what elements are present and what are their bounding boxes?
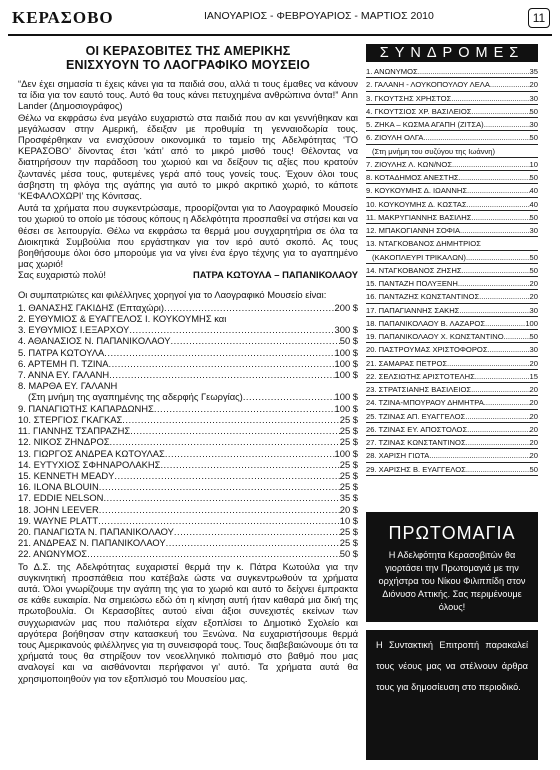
leader-dots	[99, 481, 340, 492]
subscription-row	[366, 423, 538, 436]
sponsor-name: 3. ΕΥΘΥΜΙΟΣ Ι.ΕΞΑΡΧΟΥ	[18, 324, 130, 336]
sponsor-row	[18, 335, 358, 346]
subscription-amount: 20	[529, 358, 538, 368]
subscriptions-list	[366, 65, 538, 476]
sponsor-row	[18, 302, 358, 313]
subscription-row	[366, 463, 538, 476]
sponsor-amount: 25 $	[339, 525, 358, 537]
sponsor-row	[18, 436, 358, 447]
sponsor-name: 18. JOHN LEEVER	[18, 503, 99, 515]
sponsor-name: 9. ΠΑΝΑΓΙΩΤΗΣ ΚΑΠΑΡΔΩΝΗΣ	[18, 402, 154, 414]
sponsor-row	[18, 425, 358, 436]
sponsor-row	[18, 347, 358, 358]
leader-dots	[472, 211, 530, 223]
subscription-row	[366, 237, 538, 250]
sponsor-name: 12. ΝΙΚΟΣ ΖΗΝΔΡΟΣ	[18, 436, 110, 448]
subscription-amount: 30	[529, 226, 538, 235]
leader-dots	[488, 343, 530, 355]
sponsor-amount: 25 $	[339, 436, 358, 448]
leader-dots	[243, 391, 335, 402]
subscription-row	[366, 211, 538, 224]
leader-dots	[484, 396, 530, 408]
subscriber-name: 27. ΤΖΙΝΑΣ ΚΩΝΣΤΑΝΤΙΝΟΣ	[366, 438, 466, 447]
subscription-amount: 30	[529, 120, 538, 129]
subscription-row	[366, 118, 538, 131]
sponsor-name: 4. ΑΘΑΝΑΣΙΟΣ Ν. ΠΑΠΑΝΙΚΟΛΑΟΥ	[18, 335, 171, 347]
leader-dots	[99, 504, 340, 515]
sponsor-amount: 25 $	[339, 469, 358, 481]
subscription-row	[366, 65, 538, 78]
subscriber-name: 26. ΤΖΙΝΑΣ ΕΥ. ΑΠΟΣΤΟΛΟΣ	[366, 424, 468, 434]
subscription-row	[366, 158, 538, 171]
article-paragraph-2: Αυτά τα χρήματα που συγκεντρώσαμε, προορίζονται για το Λαογραφικό Μουσείο του χωριού το οποίο με τόσους κόπους η Αδελφότητα προσπαθεί να στήσει και να θέσει σε λειτουργία. Θέλω να εκφράσω τα θερμά μου συγχαρητήρια σε όλα τα Διοικητικά Συμβούλια που εργάστηκαν για τον ιερό αυτό σκοπό. Ας τους βοηθήσουμε όλοι όσο μπορούμε για να γίνει ένα έργο τέχνης για το αγαπημένο μας χωριό!	[18, 202, 358, 270]
subscriber-name: 3. ΓΚΟΥΤΣΗΣ ΧΡΗΣΤΟΣ	[366, 93, 452, 103]
subscriber-name: 1. ΑΝΩΝΥΜΟΣ	[366, 67, 418, 76]
leader-dots	[154, 403, 335, 414]
leader-dots	[130, 425, 340, 436]
subscription-row	[366, 343, 538, 356]
subscription-row	[366, 251, 538, 264]
sponsor-amount: 100 $	[334, 369, 358, 381]
sponsor-amount: 25 $	[339, 413, 358, 425]
subscription-row	[366, 449, 538, 462]
sponsor-amount: 50 $	[339, 548, 358, 560]
leader-dots	[479, 290, 529, 302]
subscriber-name: 17. ΠΑΠΑΓΙΑΝΝΗΣ ΣΑΚΗΣ	[366, 305, 460, 315]
subscriber-name: 2. ΓΑΛΑΝΗ - ΛΟΥΚΟΠΟΥΛΟΥ ΛΕΛΑ	[366, 80, 490, 90]
subscription-row	[366, 396, 538, 409]
sponsor-row	[18, 459, 358, 470]
newspaper-brand: ΚΕΡΑΣΟΒΟ	[12, 8, 114, 27]
subscription-row	[366, 317, 538, 330]
subscriber-name: 13. ΝΤΑΓΚΟΒΑΝΟΣ ΔΗΜΗΤΡΙΟΣ	[366, 239, 481, 249]
leader-dots	[467, 423, 529, 435]
sponsor-name: 1. ΘΑΝΑΣΗΣ ΓΑΚΙΔΗΣ (Επταχώρι)	[18, 301, 164, 313]
sponsor-amount: 100 $	[334, 447, 358, 459]
subscription-row	[366, 224, 538, 237]
subscription-amount: 20	[529, 80, 538, 90]
subscription-amount: 50	[529, 464, 538, 474]
subscription-row	[366, 370, 538, 383]
leader-dots	[87, 548, 340, 559]
leader-dots	[114, 470, 339, 481]
may-day-text: Η Αδελφότητα Κερασοβιτών θα γιορτάσει την Πρωτομαγιά με την ορχήστρα του Νίκου Φιλιππίδη στον Διόνυσο Αττικής. Σας περιμένουμε όλους!	[378, 550, 526, 612]
sponsor-row	[18, 537, 358, 548]
sponsor-name: 6. ΑΡΤΕΜΗ Π. ΤΖΙΝΑ	[18, 357, 109, 369]
sponsor-amount: 25 $	[339, 481, 358, 493]
subscription-row	[366, 436, 538, 449]
leader-dots	[160, 459, 339, 470]
subscription-row	[366, 304, 538, 317]
sponsor-row	[18, 481, 358, 492]
sponsor-amount: 200 $	[334, 301, 358, 313]
sponsor-name: 19. WAYNE PLATT	[18, 514, 99, 526]
leader-dots	[174, 526, 340, 537]
subscription-amount: 20	[529, 398, 538, 408]
subscription-amount: 40	[529, 186, 538, 196]
subscription-row	[366, 92, 538, 105]
sponsor-name: 14. ΕΥΤΥΧΙΟΣ ΣΦΗΝΑΡΟΛΑΚΗΣ	[18, 458, 161, 470]
subscription-row	[366, 78, 538, 91]
sponsor-amount: 25 $	[339, 458, 358, 470]
subscriber-name: (ΚΑΚΟΠΛΕΥΡΙ ΤΡΙΚΑΛΩΝ)	[372, 252, 466, 262]
leader-dots	[484, 118, 530, 130]
article-title	[18, 44, 358, 72]
leader-dots	[466, 463, 530, 475]
subscriptions-column	[366, 44, 538, 476]
subscriber-name: 12. ΜΠΑΚΟΓΙΑΝΝΗ ΣΟΦΙΑ	[366, 226, 461, 235]
leader-dots	[467, 184, 530, 196]
article-column	[18, 44, 358, 760]
leader-dots	[466, 436, 530, 448]
leader-dots	[103, 492, 339, 503]
sponsor-amount: 100 $	[334, 346, 358, 358]
subscriber-name: 23. ΣΤΡΑΤΣΙΑΝΗΣ ΒΑΣΙΛΕΙΟΣ	[366, 385, 472, 394]
sponsor-row	[18, 313, 358, 324]
editorial-notice	[366, 630, 538, 760]
sponsor-row	[18, 391, 358, 402]
subscriber-name: 29. ΧΑΡΙΣΗΣ Β. ΕΥΑΓΓΕΛΟΣ	[366, 464, 466, 474]
subscriber-name: 9. ΚΟΥΚΟΥΜΗΣ Δ. ΙΩΑΝΝΗΣ	[366, 186, 468, 196]
sponsor-name: 10. ΣΤΕΡΓΙΟΣ ΓΚΑΓΚΑΣ	[18, 413, 123, 425]
leader-dots	[459, 171, 530, 183]
leader-dots	[447, 357, 530, 369]
sponsor-row	[18, 448, 358, 459]
subscription-row	[366, 290, 538, 303]
sponsor-row	[18, 470, 358, 481]
subscriber-name: 16. ΠΑΝΤΑΖΗΣ ΚΩΝΣΤΑΝΤΙΝΟΣ	[366, 292, 480, 302]
sponsor-amount: 100 $	[334, 391, 358, 403]
sponsor-amount: 50 $	[339, 335, 358, 347]
subscription-amount: 50	[529, 332, 538, 341]
subscriber-name: 24. ΤΖΙΝΑ-ΜΠΟΥΡΑΟΥ ΔΗΜΗΤΡΑ	[366, 398, 484, 408]
article-quote: “Δεν έχει σημασία τι έχεις κάνει για τα παιδιά σου, αλλά τι τους έμαθες να κάνουν τα ίδια για τον εαυτό τους. Αυτό θα τους κάνει πετυχημένα ανθρώπινα όντα!” Ann Lander (Δημοσιογράφος)	[18, 78, 358, 112]
sponsor-row	[18, 369, 358, 380]
issue-date: ΙΑΝΟΥΑΡΙΟΣ - ΦΕΒΡΟΥΑΡΙΟΣ - ΜΑΡΤΙΟΣ 2010	[204, 10, 434, 22]
article-title-line-1: ΟΙ ΚΕΡΑΣΟΒΙΤΕΣ ΤΗΣ ΑΜΕΡΙΚΗΣ	[85, 44, 291, 58]
sponsor-row	[18, 548, 358, 559]
sponsor-amount: 100 $	[334, 357, 358, 369]
subscription-row	[366, 357, 538, 370]
subscription-row	[366, 131, 538, 144]
sponsor-name: 11. ΓΙΑΝΝΗΣ ΤΣΑΠΡΑΖΗΣ	[18, 425, 131, 437]
subscriber-name: 5. ΖΗΚΑ – ΚΩΣΜΑ ΑΓΑΠΗ (ΖΙΤΣΑ)	[366, 120, 484, 129]
subscriber-name: 25. ΤΖΙΝΑΣ ΑΠ. ΕΥΑΓΓΕΛΟΣ	[366, 411, 466, 421]
leader-dots	[458, 277, 530, 289]
sponsor-name: 22. ΑΝΩΝΥΜΟΣ	[18, 548, 88, 560]
sponsors-intro: Οι συμπατριώτες και φιλέλληνες χορηγοί για το Λαογραφικό Μουσείο είναι:	[18, 288, 327, 300]
subscriber-name: 14. ΝΤΑΓΚΟΒΑΝΟΣ ΖΗΣΗΣ	[366, 265, 462, 275]
leader-dots	[467, 198, 530, 210]
subscription-row	[366, 277, 538, 290]
leader-dots	[460, 224, 530, 236]
may-day-title: ΠΡΩΤΟΜΑΓΙΑ	[388, 523, 516, 543]
subscriber-name: 8. ΚΟΤΑΔΗΜΟΣ ΑΝΕΣΤΗΣ	[366, 173, 459, 182]
subscription-amount: 20	[529, 279, 538, 288]
subscriber-name: 7. ΖΙΟΥΛΗΣ Λ. ΚΩΝ/ΝΟΣ	[366, 159, 453, 169]
subscription-amount: 20	[529, 451, 538, 461]
article-closing: Το Δ.Σ. της Αδελφότητας ευχαριστεί θερμά την κ. Πάτρα Κωτούλα για την συγκινητική προσπάθεια που κατέβαλε ώστε να συγκεντρωθούν τα χρήματα αυτά. Όλοι γνωρίζουμε την αγάπη της για το χωριό και αυτό το δείχνει έμπρακτα σε κάθε ευκαιρία. Να σημειώσω εδώ ότι η κίνηση αυτή ήταν καθαρά μια δική της πρωτοβουλία. Οι Κερασοβίτες αυτού είναι άξιοι συνεχιστές εκείνων των συγχωριανών μας που παλιότερα είχαν εξοπλίσει το Δημοτικό Σχολείο και αργότερα βοήθησαν στην κατασκευή του Ξενώνα. Να ευχαριστήσουμε θερμά τους Αμερικανούς φιλέλληνες για τη συνεισφορά τους. Τους διαβεβαιώνουμε ότι τα χρήματά τους θα στηρίξουν τον νεοελληνικό πολιτισμό στο βαθμό που μας αναλογεί και να αισθάνονται περήφανοι γι’ αυτό. Τα χρήματα αυτά θα χρησιμοποιηθούν για τον εξοπλισμό του Μουσείου μας.	[18, 560, 358, 684]
leader-dots	[108, 358, 334, 369]
subscription-row	[366, 198, 538, 211]
leader-dots	[504, 330, 530, 342]
subscription-row	[366, 264, 538, 277]
subscriber-name: 4. ΓΚΟΥΤΣΙΟΣ ΧΡ. ΒΑΣΙΛΕΙΟΣ	[366, 106, 472, 116]
sponsor-amount: 25 $	[339, 537, 358, 549]
subscription-row	[366, 171, 538, 184]
sponsor-row	[18, 414, 358, 425]
sponsor-name: 2. ΕΥΘΥΜΙΟΣ & ΕΥΑΓΓΕΛΟΣ Ι. ΚΟΥΚΟΥΜΗΣ και	[18, 313, 227, 325]
may-day-announcement	[366, 512, 538, 622]
subscription-amount: 20	[529, 424, 538, 434]
subscription-row	[366, 330, 538, 343]
sponsor-amount: 10 $	[339, 514, 358, 526]
subscription-row	[366, 410, 538, 423]
subscription-amount: 30	[529, 305, 538, 315]
subscription-row	[366, 145, 538, 158]
leader-dots	[475, 370, 530, 382]
subscriber-name: 11. ΜΑΚΡΥΓΙΑΝΝΗΣ ΒΑΣΙΛΗΣ	[366, 212, 472, 222]
leader-dots	[471, 383, 529, 395]
subscription-amount: 50	[529, 265, 538, 275]
subscription-amount: 20	[529, 411, 538, 421]
subscription-amount: 50	[529, 133, 538, 143]
sponsor-name: 21. ΑΝΔΡΕΑΣ Ν. ΠΑΠΑΝΙΚΟΛΑΟΥ	[18, 537, 166, 549]
subscription-amount: 20	[529, 438, 538, 447]
subscription-amount: 30	[529, 345, 538, 355]
subscription-amount: 50	[529, 252, 538, 262]
subscription-row	[366, 105, 538, 118]
leader-dots	[122, 414, 339, 425]
subscription-row	[366, 383, 538, 396]
sponsor-name: 15. KENNETH MEADY	[18, 469, 115, 481]
leader-dots	[418, 65, 530, 77]
subscription-amount: 20	[529, 292, 538, 302]
sponsor-name: 8. ΜΑΡΘΑ ΕΥ. ΓΑΛΑΝΗ	[18, 380, 118, 392]
subscription-amount: 15	[529, 371, 538, 381]
leader-dots	[98, 515, 340, 526]
article-title-line-2: ΕΝΙΣΧΥΟΥΝ ΤΟ ΛΑΟΓΡΑΦΙΚΟ ΜΟΥΣΕΙΟ	[66, 58, 310, 72]
sponsor-amount: 20 $	[339, 503, 358, 515]
sponsor-row	[18, 492, 358, 503]
sponsor-name: (Στη μνήμη της αγαπημένης της αδερφής Γεωργίας)	[28, 391, 243, 403]
sponsor-name: 17. EDDIE NELSON	[18, 492, 104, 504]
sponsor-row	[18, 504, 358, 515]
sponsor-row	[18, 403, 358, 414]
subscriber-name: 28. ΧΑΡΙΣΗ ΓΙΩΤΑ	[366, 451, 430, 461]
sponsor-row	[18, 380, 358, 391]
sponsor-row	[18, 358, 358, 369]
sponsor-amount: 35 $	[339, 492, 358, 504]
leader-dots	[165, 448, 335, 459]
sponsor-name: 16. ILONA BLOUIN	[18, 481, 99, 493]
sponsor-row	[18, 526, 358, 537]
page-header	[8, 6, 552, 32]
signature-row	[18, 269, 358, 280]
sponsor-row	[18, 324, 358, 335]
author-signature: ΠΑΤΡΑ ΚΩΤΟΥΛΑ – ΠΑΠΑΝΙΚΟΛΑΟΥ	[192, 269, 358, 281]
leader-dots	[129, 324, 334, 335]
header-divider	[8, 34, 552, 36]
subscriber-name: 15. ΠΑΝΤΑΖΗ ΠΟΛΥΞΕΝΗ	[366, 279, 458, 288]
subscriptions-heading: ΣΥΝΔΡΟΜΕΣ	[366, 44, 538, 62]
leader-dots	[166, 537, 340, 548]
leader-dots	[485, 317, 525, 329]
leader-dots	[462, 264, 530, 276]
subscriber-name: 21. ΣΑΜΑΡΑΣ ΠΕΤΡΟΣ	[366, 358, 448, 368]
leader-dots	[451, 92, 529, 104]
leader-dots	[171, 335, 340, 346]
sponsor-amount: 25 $	[339, 425, 358, 437]
leader-dots	[423, 131, 529, 143]
subscriber-name: 19. ΠΑΠΑΝΙΚΟΛΑΟΥ Χ. ΚΩΝΣΤΑΝΤΙΝΟ	[366, 332, 504, 341]
subscription-amount: 100	[525, 318, 538, 328]
subscription-amount: 10	[529, 159, 538, 169]
sponsor-amount: 100 $	[334, 402, 358, 414]
leader-dots	[472, 105, 530, 117]
leader-dots	[452, 158, 530, 170]
subscription-amount: 35	[529, 67, 538, 76]
subscription-amount: 40	[529, 199, 538, 209]
sponsor-amount: 300 $	[334, 324, 358, 336]
leader-dots	[109, 369, 334, 380]
subscription-amount: 30	[529, 93, 538, 103]
subscription-amount: 20	[529, 385, 538, 394]
leader-dots	[104, 347, 334, 358]
subscriber-name: 6. ΖΙΟΥΛΗ ΟΛΓΑ	[366, 133, 424, 143]
leader-dots	[429, 449, 529, 461]
editorial-text: Η Συντακτική Επιτροπή παρακαλεί τους νέους μας να στέλνουν άρθρα τους για δημοσίευση στο περιοδικό.	[376, 640, 528, 692]
subscription-amount: 50	[529, 106, 538, 116]
sponsor-name: 7. ΑΝΝΑ ΕΥ. ΓΑΛΑΝΗ	[18, 369, 110, 381]
subscriber-name: 18. ΠΑΠΑΝΙΚΟΛΑΟΥ Β. ΛΑΖΑΡΟΣ	[366, 318, 486, 328]
thanks-text: Σας ευχαριστώ πολύ!	[18, 269, 106, 281]
subscription-row	[366, 184, 538, 197]
leader-dots	[164, 302, 335, 313]
sponsor-row	[18, 515, 358, 526]
page-number: 11	[528, 8, 550, 28]
article-paragraph-1: Θέλω να εκφράσω ένα μεγάλο ευχαριστώ στα παιδιά που αν και γεννήθηκαν και μεγάλωσαν στην Αμερική, έδειξαν με προθυμία τη γενναιοδωρία τους. Προσφέρθηκαν να ενισχύσουν οικονομικά το ταμείο της Αδελφότητας ‘ΤΟ ΚΕΡΑΣΟΒΟ’ δίνοντας έτσι ‘κάτι’ από το μικρό μισθό τους! Θέλοντας να διατηρήσουν την παράδοση του χωριού και να δείξουν τις αξίες που κρατούν ζωντανές μέσα τους, φυτεμένες γερά από τους γονείς τους. Έχουν όλοι τους άσβηστη τη φλόγα της αγάπης για αυτό το μικρό ακριτικό χωριό, το κάποτε ‘ΚΕΦΑΛΟΧΩΡΙ’ της Κόνιτσας.	[18, 111, 358, 202]
leader-dots	[466, 251, 530, 263]
sponsors-list	[18, 302, 358, 560]
sponsor-name: 5. ΠΑΤΡΑ ΚΩΤΟΥΛΑ	[18, 346, 105, 358]
sponsor-name: 13. ΓΙΩΡΓΟΣ ΑΝΔΡΕΑ ΚΩΤΟΥΛΑΣ	[18, 447, 165, 459]
leader-dots	[110, 436, 340, 447]
leader-dots	[490, 78, 530, 90]
subscriber-name: 22. ΣΕΛΣΙΩΤΗΣ ΑΡΙΣΤΟΤΕΛΗΣ	[366, 371, 475, 381]
leader-dots	[459, 304, 529, 316]
sponsor-name: 20. ΠΑΝΑΓΙΩΤΑ Ν. ΠΑΠΑΝΙΚΟΛΑΟΥ	[18, 525, 174, 537]
subscription-amount: 50	[529, 212, 538, 222]
subscription-amount: 50	[529, 173, 538, 182]
subscriber-name: 20. ΠΑΣΤΡΟΥΜΑΣ ΧΡΙΣΤΟΦΟΡΟΣ	[366, 345, 488, 355]
subscriber-name: (Στη μνήμη του συζύγου της Ιωάννη)	[372, 146, 496, 156]
leader-dots	[465, 410, 529, 422]
subscriber-name: 10. ΚΟΥΚΟΥΜΗΣ Δ. ΚΩΣΤΑΣ	[366, 199, 467, 209]
